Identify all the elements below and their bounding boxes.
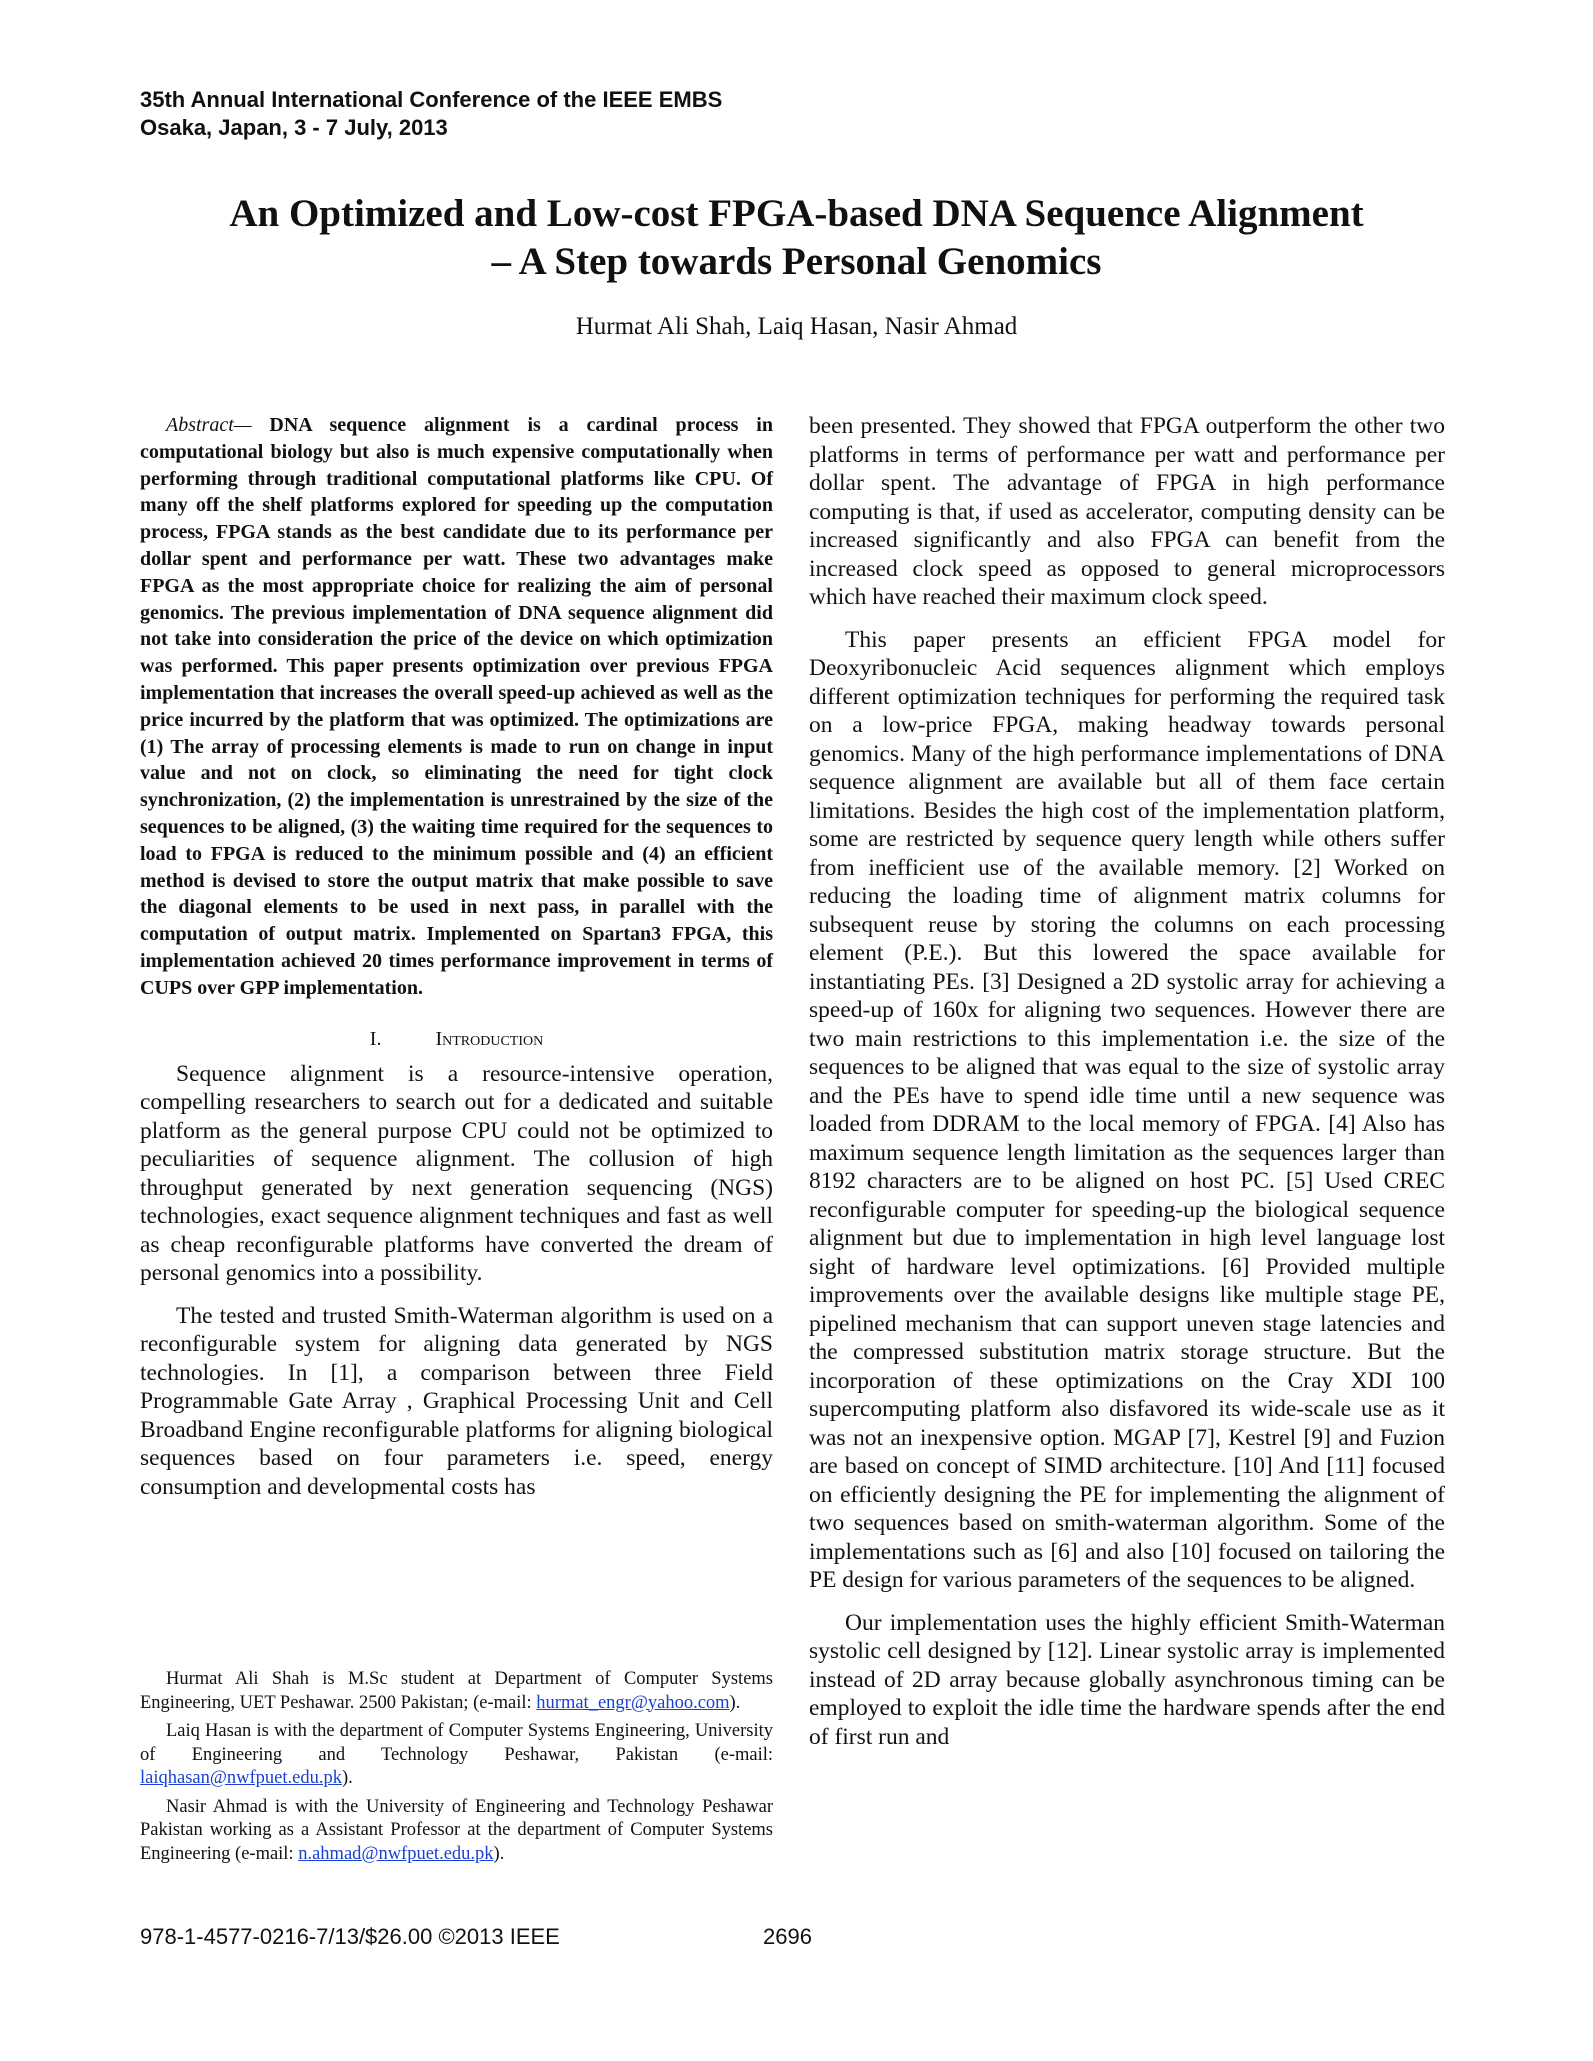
section-heading-introduction [140, 1026, 773, 1052]
conference-header [140, 86, 722, 142]
left-column [140, 412, 773, 1515]
email-link[interactable]: hurmat_engr@yahoo.com [536, 1692, 730, 1713]
footer-isbn-copyright: 978-1-4577-0216-7/13/$26.00 ©2013 IEEE [140, 1924, 560, 1949]
footnote-closing: ). [729, 1692, 741, 1713]
footnote-text: Nasir Ahmad is with the University of Engineering and Technology Peshawar Pakistan working as a Assistant Professor at the department of Computer Systems Engineering (e-mail: [140, 1796, 773, 1864]
footnote-closing: ). [493, 1843, 505, 1864]
footnote-text: Laiq Hasan is with the department of Computer Systems Engineering, University of Engineering and Technology Peshawar, Pakistan (e-mail: [140, 1721, 773, 1765]
email-link[interactable]: laiqhasan@nwfpuet.edu.pk [140, 1768, 342, 1788]
abstract-lead: Abstract— [166, 414, 252, 436]
footnote-author-2 [140, 1720, 773, 1791]
paper-title-line-2: – A Step towards Personal Genomics [491, 240, 1102, 283]
abstract-text: DNA sequence alignment is a cardinal process in computational biology but also is much expensive computationally when performing through traditional computational platforms like CPU. Of many off the shelf platforms explored for speeding up the computation process, FPGA stands as the best candidate due to its performance per dollar spent and performance per watt. These two advantages make FPGA as the most appropriate choice for realizing the aim of personal genomics. The previous implementation of DNA sequence alignment did not take into consideration the price of the device on which optimization was performed. This paper presents optimization over previous FPGA implementation that increases the overall speed-up achieved as well as the price incurred by the platform that was optimized. The optimizations are (1) The array of processing elements is made to run on change in input value and not on clock, so eliminating the need for tight clock synchronization, (2) the implementation is unrestrained by the size of the sequences to be aligned, (3) the waiting time required for the sequences to load to FPGA is reduced to the minimum possible and (4) an efficient method is devised to store the output matrix that make possible to save the diagonal elements to be used in next pass, in parallel with the computation of output matrix. Implemented on Spartan3 FPGA, this implementation achieved 20 times performance improvement in terms of CUPS over GPP implementation. [140, 414, 773, 999]
footnote-author-1 [140, 1668, 773, 1715]
page-number: 2696 [763, 1924, 812, 1949]
conference-name: 35th Annual International Conference of the IEEE EMBS [140, 87, 723, 112]
section-number: I. [369, 1027, 382, 1050]
footnote-author-3 [140, 1796, 773, 1867]
footnote-closing: ). [341, 1768, 353, 1788]
abstract [140, 412, 773, 1002]
email-link[interactable]: n.ahmad@nwfpuet.edu.pk [298, 1843, 494, 1864]
paper-authors: Hurmat Ali Shah, Laiq Hasan, Nasir Ahmad [575, 313, 1018, 340]
conference-location-date: Osaka, Japan, 3 - 7 July, 2013 [140, 115, 448, 140]
right-column [809, 412, 1445, 1765]
footnote-text: Hurmat Ali Shah is M.Sc student at Department of Computer Systems Engineering, UET Peshawar. 2500 Pakistan; (e-mail: [140, 1669, 773, 1713]
author-footnotes [140, 1668, 773, 1871]
body-paragraph: been presented. They showed that FPGA outperform the other two platforms in terms of performance per watt and performance per dollar spent. The advantage of FPGA in high performance computing is that, if used as accelerator, computing density can be increased significantly and also FPGA can benefit from the increased clock speed as opposed to general microprocessors which have reached their maximum clock speed. [809, 413, 1445, 610]
section-title: Introduction [435, 1027, 544, 1050]
paper-title-line-1: An Optimized and Low-cost FPGA-based DNA Sequence Alignment [229, 192, 1364, 235]
body-paragraph: Our implementation uses the highly efficient Smith-Waterman systolic cell designed by [12]. Linear systolic array is implemented instead of 2D array because globally asynchronous timing can be employed to exploit the idle time the hardware spends after the end of first run and [809, 1609, 1445, 1750]
paper-title [120, 190, 1473, 286]
body-paragraph: This paper presents an efficient FPGA model for Deoxyribonucleic Acid sequences alignment which employs different optimization techniques for performing the required task on a low-price FPGA, making headway towards personal genomics. Many of the high performance implementations of DNA sequence alignment are available but all of them face certain limitations. Besides the high cost of the implementation platform, some are restricted by sequence query length while others suffer from inefficient use of the available memory. [2] Worked on reducing the loading time of alignment matrix columns for subsequent reuse by storing the columns on each processing element (P.E.). But this lowered the space available for instantiating PEs. [3] Designed a 2D systolic array for achieving a speed-up of 160x for aligning two sequences. However there are two main restrictions to this implementation i.e. the size of the sequences to be aligned that was equal to the size of systolic array and the PEs have to spend idle time until a new sequence was loaded from DDRAM to the local memory of FPGA. [4] Also has maximum sequence length limitation as the sequences larger than 8192 characters are to be aligned on host PC. [5] Used CREC reconfigurable computer for speeding-up the biological sequence alignment but due to implementation in high level language lost sight of hardware level optimizations. [6] Provided multiple improvements over the available designs like multiple stage PE, pipelined mechanism that can support uneven stage latencies and the compressed substitution matrix storage structure. But the incorporation of these optimizations on the Cray XDI 100 supercomputing platform also disfavored its wide-scale use as it was not an inexpensive option. MGAP [7], Kestrel [9] and Fuzion are based on concept of SIMD architecture. [10] And [11] focused on efficiently designing the PE for implementing the alignment of two sequences based on smith-waterman algorithm. Some of the implementations such as [6] and also [10] focused on tailoring the PE design for various parameters of the sequences to be aligned. [809, 626, 1445, 1593]
body-paragraph: Sequence alignment is a resource-intensive operation, compelling researchers to search out for a dedicated and suitable platform as the general purpose CPU could not be optimized to peculiarities of sequence alignment. The collusion of high throughput generated by next generation sequencing (NGS) technologies, exact sequence alignment techniques and fast as well as cheap reconfigurable platforms have converted the dream of personal genomics into a possibility. [140, 1060, 773, 1287]
body-paragraph: The tested and trusted Smith-Waterman algorithm is used on a reconfigurable system for aligning data generated by NGS technologies. In [1], a comparison between three Field Programmable Gate Array , Graphical Processing Unit and Cell Broadband Engine reconfigurable platforms for aligning biological sequences based on four parameters i.e. speed, energy consumption and developmental costs has [140, 1302, 773, 1500]
